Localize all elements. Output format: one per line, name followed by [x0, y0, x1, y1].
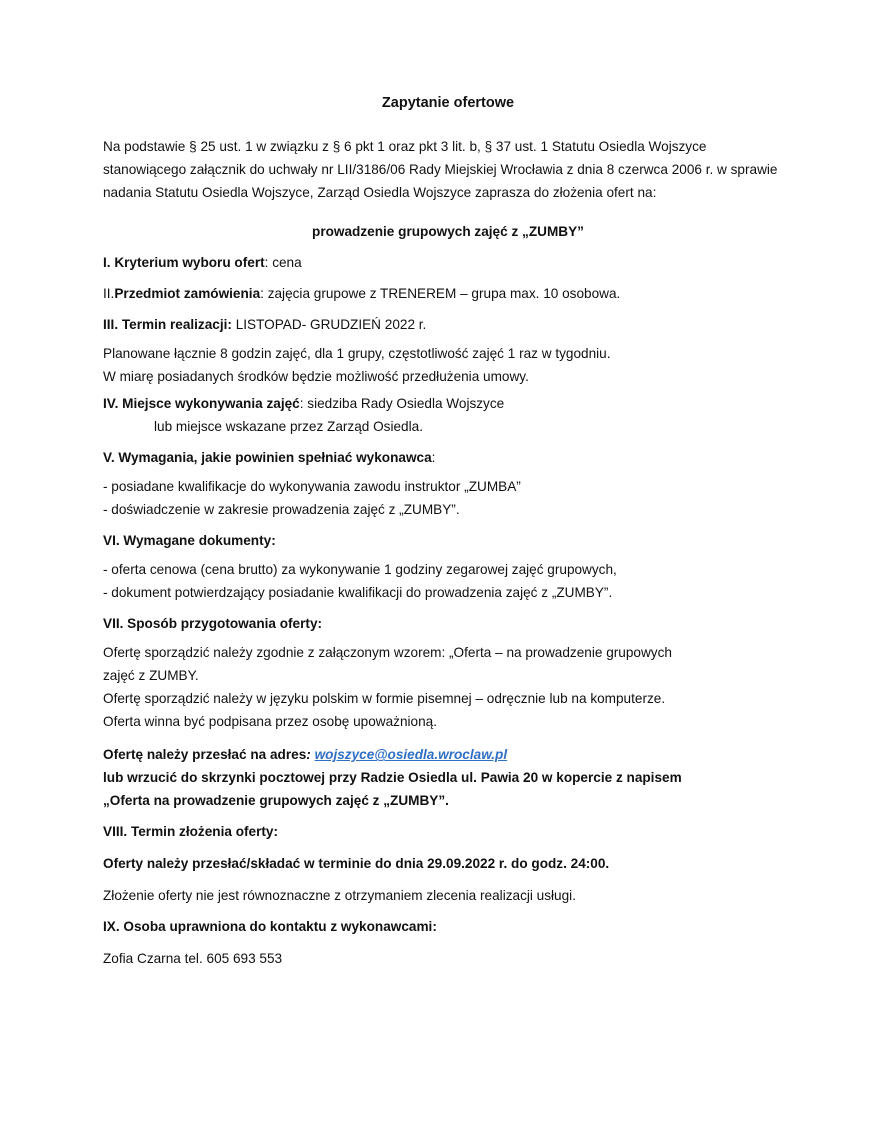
- section-term-details: [103, 342, 783, 388]
- section-place-line2: lub miejsce wskazane przez Zarząd Osiedla.: [154, 419, 423, 434]
- section-criteria-label: I. Kryterium wyboru ofert: [103, 255, 265, 270]
- page-title: Zapytanie ofertowe: [381, 95, 515, 111]
- section-contact: [103, 915, 783, 938]
- section-requirements: [103, 446, 783, 469]
- section-subject-prefix: II.: [103, 286, 115, 301]
- section-preparation-label: VII. Sposób przygotowania oferty:: [103, 616, 323, 631]
- email-link[interactable]: wojszyce@osiedla.wroclaw.pl: [314, 747, 508, 762]
- submission-info: [103, 743, 783, 812]
- list-item: - oferta cenowa (cena brutto) za wykonywanie 1 godziny zegarowej zajęć grupowych,: [103, 562, 617, 577]
- deadline-note: Złożenie oferty nie jest równoznaczne z otrzymaniem zlecenia realizacji usługi.: [103, 888, 576, 903]
- drop-line: „Oferta na prowadzenie grupowych zajęć z „ZUMBY”.: [103, 793, 449, 808]
- preparation-line: Oferta winna być podpisana przez osobę upoważnioną.: [103, 714, 438, 729]
- requirements-list: [103, 475, 783, 521]
- send-colon: :: [306, 747, 315, 762]
- section-subject-label: Przedmiot zamówienia: [114, 286, 261, 301]
- section-term: [103, 313, 783, 336]
- preparation-line: zajęć z ZUMBY.: [103, 668, 199, 683]
- section-subject: [103, 282, 783, 305]
- section-requirements-colon: :: [431, 450, 436, 465]
- drop-line: lub wrzucić do skrzynki pocztowej przy Radzie Osiedla ul. Pawia 20 w kopercie z napisem: [103, 770, 682, 785]
- send-prefix: Ofertę należy przesłać na adres: [103, 747, 307, 762]
- section-preparation: [103, 612, 783, 635]
- section-term-label: III. Termin realizacji:: [103, 317, 232, 332]
- term-detail-line: Planowane łącznie 8 godzin zajęć, dla 1 grupy, częstotliwość zajęć 1 raz w tygodniu.: [103, 346, 611, 361]
- section-criteria: [103, 251, 783, 274]
- section-contact-label: IX. Osoba uprawniona do kontaktu z wykonawcami:: [103, 919, 437, 934]
- section-subject-value: : zajęcia grupowe z TRENEREM – grupa max. 10 osobowa.: [260, 286, 621, 301]
- section-term-value: LISTOPAD- GRUDZIEŃ 2022 r.: [231, 317, 427, 332]
- intro-paragraph: Na podstawie § 25 ust. 1 w związku z § 6 pkt 1 oraz pkt 3 lit. b, § 37 ust. 1 Statutu Osiedla Wojszyce stanowiącego załącznik do uchwały nr LII/3186/06 Rady Miejskiej Wrocławia z dnia 8 czerwca 2006 r. w sprawie nadania Statutu Osiedla Wojszyce, Zarząd Osiedla Wojszyce zaprasza do złożenia ofert na:: [103, 139, 778, 200]
- section-documents: [103, 529, 783, 552]
- section-criteria-value: : cena: [264, 255, 302, 270]
- documents-list: [103, 558, 783, 604]
- list-item: - dokument potwierdzający posiadanie kwalifikacji do prowadzenia zajęć z „ZUMBY”.: [103, 585, 613, 600]
- contact-person: Zofia Czarna tel. 605 693 553: [103, 951, 283, 966]
- section-documents-label: VI. Wymagane dokumenty:: [103, 533, 276, 548]
- list-item: - posiadane kwalifikacje do wykonywania zawodu instruktor „ZUMBA”: [103, 479, 521, 494]
- section-requirements-label: V. Wymagania, jakie powinien spełniać wykonawca: [103, 450, 432, 465]
- section-place: [103, 392, 783, 438]
- section-deadline: [103, 820, 783, 843]
- term-detail-line: W miarę posiadanych środków będzie możliwość przedłużenia umowy.: [103, 369, 529, 384]
- document-page: [103, 92, 783, 978]
- deadline-text: Oferty należy przesłać/składać w terminie do dnia 29.09.2022 r. do godz. 24:00.: [103, 856, 610, 871]
- preparation-line: Ofertę sporządzić należy w języku polskim w formie pisemnej – odręcznie lub na komputerze.: [103, 691, 666, 706]
- section-place-label: IV. Miejsce wykonywania zajęć: [103, 396, 300, 411]
- preparation-line: Ofertę sporządzić należy zgodnie z załączonym wzorem: „Oferta – na prowadzenie grupowych: [103, 645, 672, 660]
- section-place-value: : siedziba Rady Osiedla Wojszyce: [299, 396, 505, 411]
- section-deadline-label: VIII. Termin złożenia oferty:: [103, 824, 278, 839]
- list-item: - doświadczenie w zakresie prowadzenia zajęć z „ZUMBY”.: [103, 502, 460, 517]
- subject-heading: prowadzenie grupowych zajęć z „ZUMBY”: [312, 224, 584, 239]
- preparation-text: [103, 641, 783, 733]
